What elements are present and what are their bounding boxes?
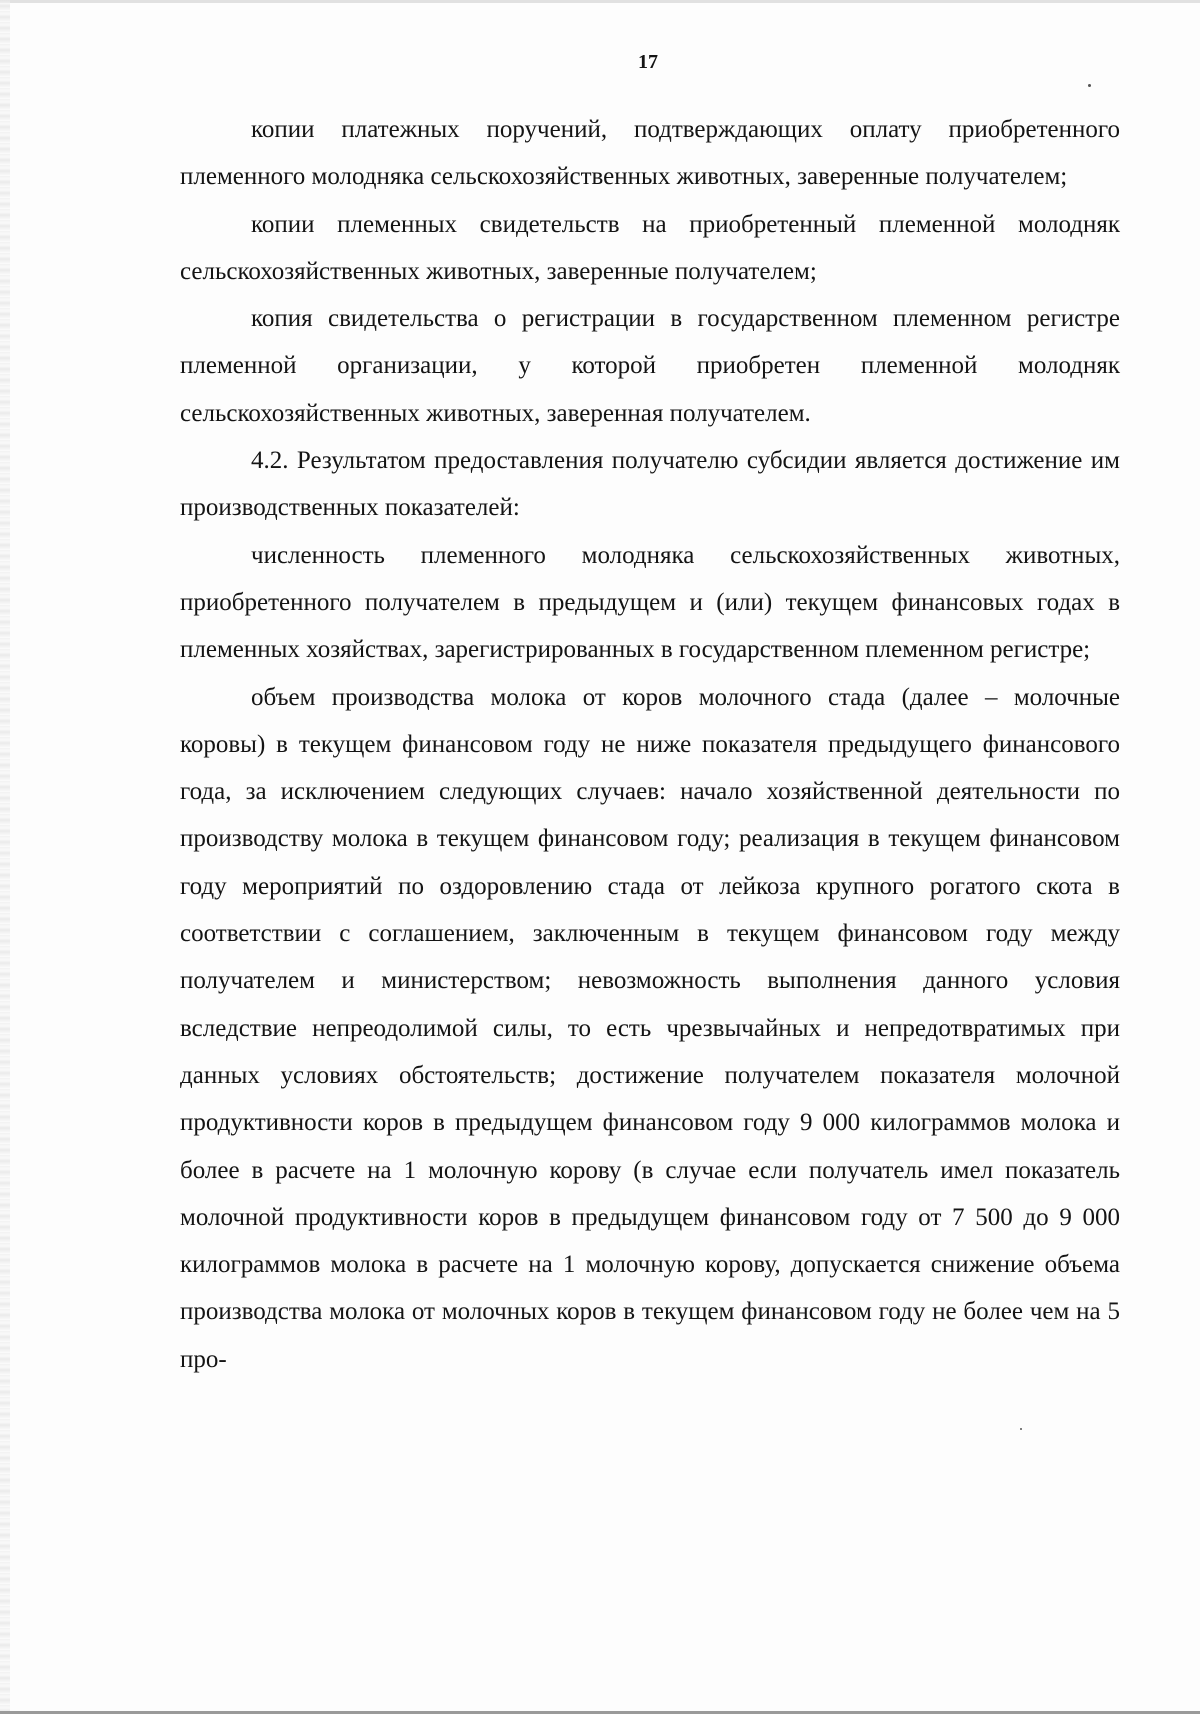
paragraph-section-4-2: 4.2. Результатом предоставления получателю субсидии является достижение им производственных показателей:: [180, 447, 1120, 522]
paragraph-young-stock-count: численность племенного молодняка сельскохозяйственных животных, приобретенного получателем в предыдущем и (или) текущем финансовых годах в племенных хозяйствах, зарегистрированных в государственном племенном регистре;: [180, 541, 1120, 664]
document-body: [180, 106, 1120, 1383]
paragraph-breeding-certificates: копии племенных свидетельств на приобретенный племенной молодняк сельскохозяйственных животных, заверенные получателем;: [180, 210, 1120, 285]
paragraph-payment-orders: копии платежных поручений, подтверждающих оплату приобретенного племенного молодняка сельскохозяйственных животных, заверенные получателем;: [180, 116, 1120, 191]
paragraph-registration-certificate: копия свидетельства о регистрации в государственном племенном регистре племенной организации, у которой приобретен племенной молодняк сельскохозяйственных животных, заверенная получателем.: [180, 305, 1120, 427]
paragraph-milk-production: объем производства молока от коров молочного стада (далее – молочные коровы) в текущем финансовом году не ниже показателя предыдущего финансового года, за исключением следующих случаев: начало хозяйственной деятельности по производству молока в текущем финансовом году; реализация в текущем финансовом году мероприятий по оздоровлению стада от лейкоза крупного рогатого скота в соответствии с соглашением, заключенным в текущем финансовом году между получателем и министерством; невозможность выполнения данного условия вследствие непреодолимой силы, то есть чрезвычайных и непредотвратимых при данных условиях обстоятельств; достижение получателем показателя молочной продуктивности коров в предыдущем финансовом году 9 000 килограммов молока и более в расчете на 1 молочную корову (в случае если получатель имел показатель молочной продуктивности коров в предыдущем финансовом году от 7 500 до 9 000 килограммов молока в расчете на 1 молочную корову, допускается снижение объема производства молока от молочных коров в текущем финансовом году не более чем на 5 про-: [180, 683, 1120, 1373]
scan-edge-left: [0, 0, 10, 1714]
scan-speck: [1088, 84, 1091, 87]
page-number: 17: [638, 51, 658, 73]
scan-speck: [1020, 1428, 1022, 1430]
scan-edge-top: [0, 0, 1200, 3]
